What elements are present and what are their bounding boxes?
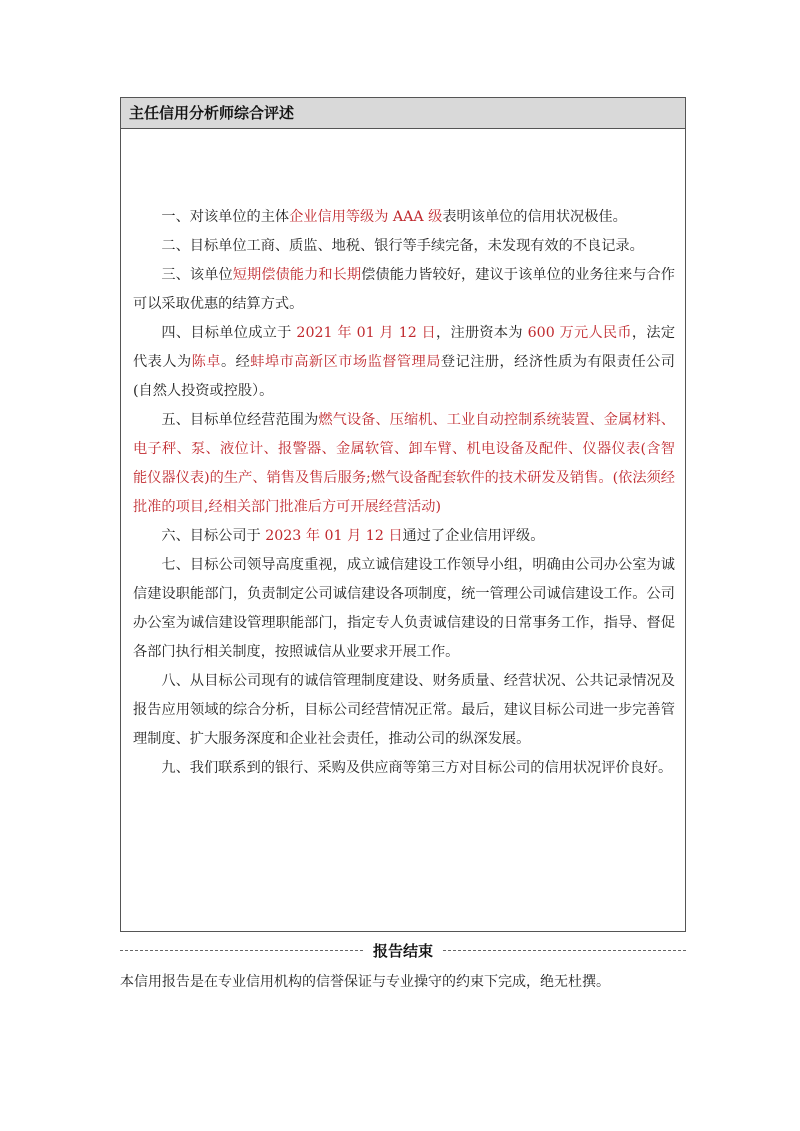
- p9-text: 九、我们联系到的银行、采购及供应商等第三方对目标公司的信用状况评价良好。: [161, 760, 673, 776]
- p5-highlight-business-scope: 燃气设备、压缩机、工业自动控制系统装置、金属材料、电子秤、泵、液位计、报警器、金属软管、卸车臂、机电设备及配件、仪器仪表(含智能仪器仪表)的生产、销售及售后服务;燃气设备配套软件的技术研发及销售。(依法须经批准的项目,经相关部门批准后方可开展经营活动): [133, 412, 675, 515]
- p4-text-a: 四、目标单位成立于: [161, 325, 297, 341]
- paragraph-3: [133, 261, 675, 319]
- paragraph-5: [133, 406, 675, 522]
- report-end-label: 报告结束: [373, 941, 434, 960]
- p4-text-i: 登记注册，经济性质为有限责任公司(自然人投资或控股）。: [133, 354, 675, 399]
- comment-box: [120, 97, 686, 932]
- p4-text-c: ，注册资本为: [436, 325, 528, 341]
- p1-highlight-credit-grade: 企业信用等级为 AAA 级: [289, 209, 443, 225]
- paragraph-1: [133, 203, 675, 232]
- p4-text-g: 。经: [220, 354, 251, 370]
- p4-highlight-capital: 600 万元人民币: [527, 325, 632, 341]
- paragraph-4: [133, 319, 675, 406]
- p6-text-c: 通过了企业信用评级。: [402, 528, 545, 544]
- section-title: 主任信用分析师综合评述: [121, 98, 685, 129]
- divider-right: [443, 950, 686, 951]
- paragraph-8: [133, 667, 675, 754]
- p6-text-a: 六、目标公司于: [161, 528, 266, 544]
- paragraph-9: [133, 754, 675, 783]
- p8-text: 八、从目标公司现有的诚信管理制度建设、财务质量、经营状况、公共记录情况及报告应用领域的综合分析，目标公司经营情况正常。最后，建议目标公司进一步完善管理制度、扩大服务深度和企业社会责任，推动公司的纵深发展。: [133, 673, 675, 747]
- p4-highlight-legal-rep: 陈卓: [191, 354, 221, 370]
- footer-note: 本信用报告是在专业信用机构的信誉保证与专业操守的约束下完成，绝无杜撰。: [120, 974, 610, 990]
- p1-text-a: 一、对该单位的主体: [161, 209, 290, 225]
- paragraph-6: [133, 522, 675, 551]
- paragraph-2: [133, 232, 675, 261]
- paragraph-7: [133, 551, 675, 667]
- divider-left: [120, 950, 363, 951]
- p7-text: 七、目标公司领导高度重视，成立诚信建设工作领导小组，明确由公司办公室为诚信建设职能部门，负责制定公司诚信建设各项制度，统一管理公司诚信建设工作。公司办公室为诚信建设管理职能部门，指定专人负责诚信建设的日常事务工作，指导、督促各部门执行相关制度，按照诚信从业要求开展工作。: [133, 557, 675, 660]
- report-end-divider: [120, 938, 686, 962]
- p6-highlight-rating-date: 2023 年 01 月 12 日: [265, 528, 403, 544]
- p4-highlight-founded-date: 2021 年 01 月 12 日: [296, 325, 437, 341]
- p2-text: 二、目标单位工商、质监、地税、银行等手续完备，未发现有效的不良记录。: [161, 238, 644, 254]
- p3-highlight-solvency: 短期偿债能力和长期: [232, 267, 362, 283]
- p4-highlight-registry: 蚌埠市高新区市场监督管理局: [250, 354, 441, 370]
- comment-content: [133, 203, 675, 783]
- p3-text-a: 三、该单位: [161, 267, 233, 283]
- p1-text-c: 表明该单位的信用状况极佳。: [442, 209, 627, 225]
- p4-text-e: ，法定代表人为: [133, 325, 676, 370]
- p3-text-c: 偿债能力皆较好，建议于该单位的业务往来与合作可以采取优惠的结算方式。: [133, 267, 675, 312]
- p5-text-a: 五、目标单位经营范围为: [161, 412, 319, 428]
